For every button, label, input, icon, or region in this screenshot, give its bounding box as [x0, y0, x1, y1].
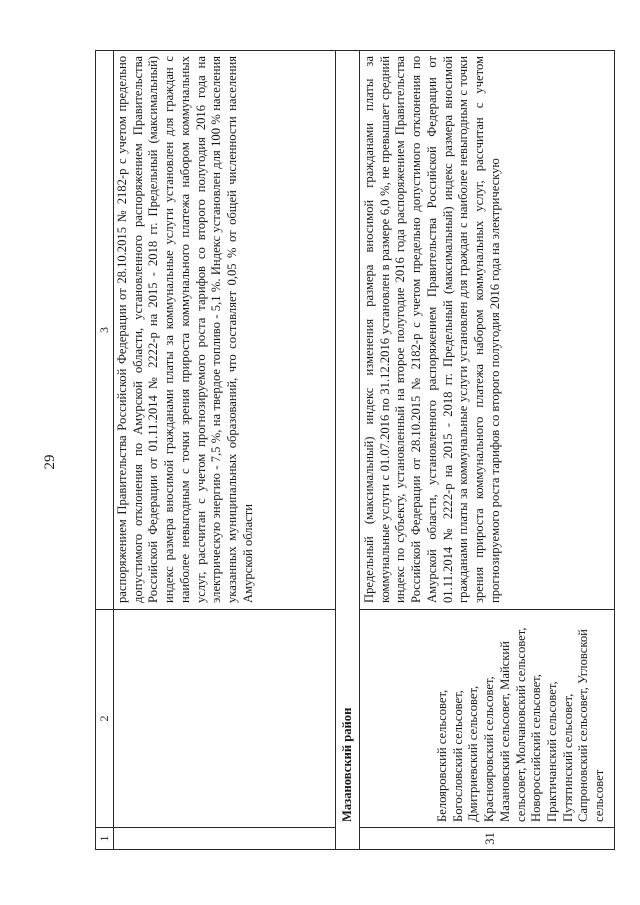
municipal-index-table	[95, 50, 615, 850]
rotated-table-wrapper	[95, 50, 615, 850]
header-col-3: 3	[97, 327, 111, 333]
row-31-municipalities: Белояровский сельсовет, Богословский сельсовет, Дмитриевский сельсовет, Краснояровский сельсовет, Мазановский сельсовет, Майский сельсовет, Молчановский сельсовет, Новороссийский сельсовет, Практичанский сельсовет, Путятинский сельсовет, Сапроновский сельсовет, Угловской сельсовет	[435, 627, 607, 822]
row-31-description: Предельный (максимальный) индекс изменения размера вносимой гражданами платы за коммунальные услуги с 01.07.2016 по 31.12.2016 установлен в размере 6,0 %, не превышает средний индекс по субъекту, установленный на второе полугодие 2016 года распоряжением Правительства Российской Федерации от 28.10.2015 № 2182-р с учетом предельно допустимого отклонения по Амурской области, установленного распоряжением Правительства Российской Федерации от 01.11.2014 № 2222-р на 2015 - 2018 гг. Предельный (максимальный) индекс размера вносимой гражданами платы за коммунальные услуги установлен для граждан с наиболее невыгодным с точки зрения прироста коммунального платежа набором коммунальных услуг, рассчитан с учетом прогнозируемого роста тарифов со второго полугодия 2016 года на электрическую	[362, 56, 502, 603]
header-col-1: 1	[97, 835, 111, 842]
page-number: 29	[42, 454, 58, 470]
section-divider-bottom	[359, 50, 360, 850]
section-title-mazanovsky: Мазановский район	[340, 707, 354, 822]
table-border-top	[95, 50, 96, 850]
table-border-left	[95, 849, 615, 850]
table-border-bottom	[614, 50, 615, 850]
table-header-divider	[113, 50, 114, 850]
row-top-description: распоряжением Правительства Российской Федерации от 28.10.2015 № 2182-р с учетом предельно допустимого отклонения по Амурской области, установленного распоряжением Правительства Российской Федерации от 01.11.2014 № 2222-р на 2015 - 2018 гг. Предельный (максимальный) индекс размера вносимой гражданами платы за коммунальные услуги установлен для граждан с наиболее невыгодным с точки зрения прироста коммунального платежа набором коммунальных услуг, рассчитан с учетом прогнозируемого роста тарифов со второго полугодия 2016 года на электрическую энергию - 7,5 %, на твердое топливо - 5,1 %. Индекс установлен для 100 % населения указанных муниципальных образований, что составляет 0,05 % от общей численности населения Амурской области	[115, 56, 255, 603]
col-divider-1-top	[95, 827, 336, 828]
header-col-2: 2	[97, 715, 111, 722]
col-divider-2-top	[95, 609, 336, 610]
row-31-number: 31	[483, 832, 497, 845]
table-border-right	[95, 50, 615, 51]
section-divider-top	[335, 50, 336, 850]
col-divider-2-bottom	[359, 609, 615, 610]
